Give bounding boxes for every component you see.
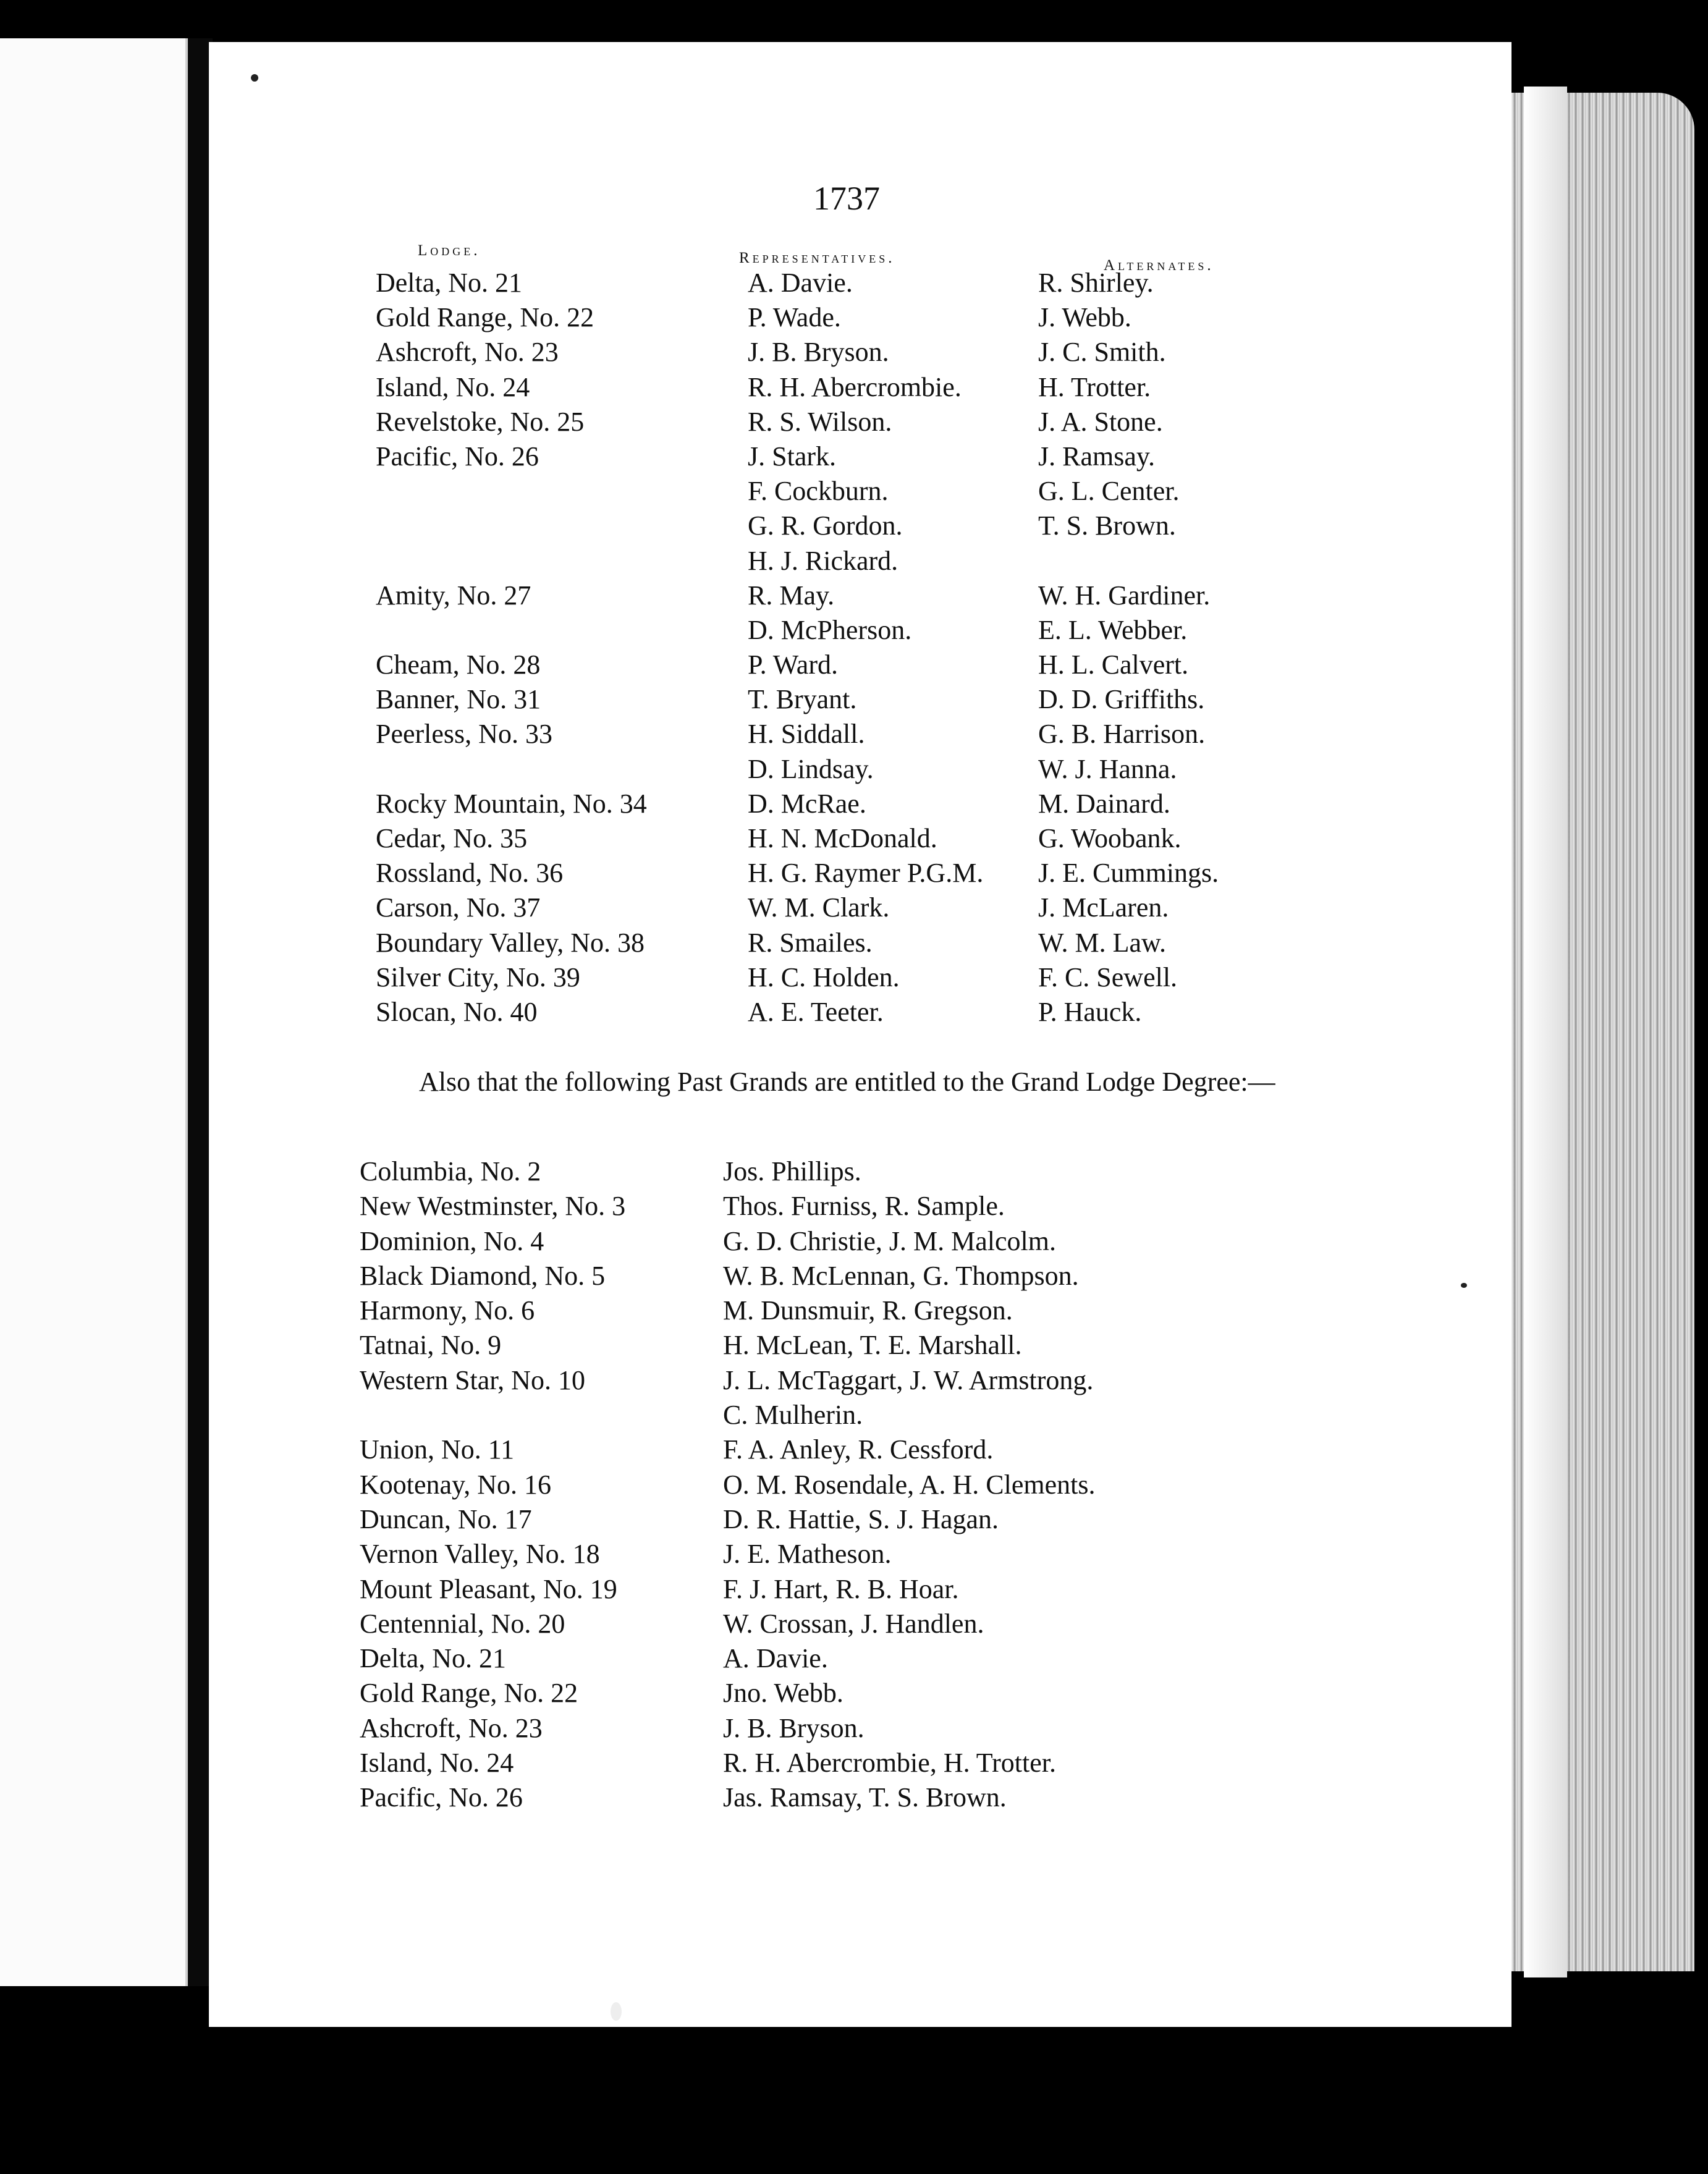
lodge-name: Carson, No. 37	[376, 892, 541, 923]
representative-row	[371, 962, 1310, 996]
page-stack-highlight	[1524, 87, 1567, 1977]
alternate-name: W. J. Hanna.	[1038, 753, 1177, 784]
representative-name: H. N. McDonald.	[748, 823, 937, 853]
representative-name: H. Siddall.	[748, 719, 865, 750]
representative-row	[371, 580, 1310, 614]
representative-row	[371, 545, 1310, 580]
past-grand-row	[360, 1608, 1348, 1643]
representative-row	[371, 649, 1310, 683]
page-number: 1737	[813, 180, 880, 217]
representative-row	[371, 475, 1310, 510]
past-grand-names: H. McLean, T. E. Marshall.	[723, 1330, 1022, 1361]
past-grand-names: W. Crossan, J. Handlen.	[723, 1608, 984, 1639]
lodge-name: Ashcroft, No. 23	[360, 1712, 543, 1743]
past-grand-row	[360, 1329, 1348, 1364]
alternates-column-header: Alternates.	[1104, 257, 1214, 274]
lodge-name: Amity, No. 27	[376, 580, 531, 611]
representative-name: A. Davie.	[748, 268, 853, 298]
alternate-name: J. Webb.	[1038, 302, 1131, 333]
representative-name: F. Cockburn.	[748, 476, 889, 507]
past-grand-row	[360, 1225, 1348, 1260]
alternate-name: H. L. Calvert.	[1038, 649, 1189, 680]
past-grands-table	[360, 1156, 1348, 1817]
alternate-name: G. L. Center.	[1038, 476, 1180, 507]
representative-row	[371, 927, 1310, 962]
alternate-name: M. Dainard.	[1038, 788, 1170, 819]
lodge-name: Rossland, No. 36	[376, 858, 564, 889]
representative-name: R. May.	[748, 580, 835, 611]
lodge-name: Harmony, No. 6	[360, 1295, 535, 1326]
alternate-name: D. D. Griffiths.	[1038, 684, 1205, 715]
past-grand-names: Jas. Ramsay, T. S. Brown.	[723, 1782, 1007, 1813]
alternate-name: P. Hauck.	[1038, 996, 1142, 1027]
past-grand-row	[360, 1643, 1348, 1677]
alternate-name: W. H. Gardiner.	[1038, 580, 1211, 611]
representative-name: T. Bryant.	[748, 684, 857, 715]
lodge-name: Pacific, No. 26	[360, 1782, 523, 1813]
lodge-name: Silver City, No. 39	[376, 962, 580, 992]
past-grand-names: J. E. Matheson.	[723, 1539, 892, 1570]
alternate-name: T. S. Brown.	[1038, 510, 1176, 541]
page-speck	[1461, 1283, 1467, 1288]
representative-name: H. C. Holden.	[748, 962, 900, 992]
representative-row	[371, 683, 1310, 718]
lodge-name: Ashcroft, No. 23	[376, 337, 559, 368]
lodge-name: Columbia, No. 2	[360, 1156, 541, 1186]
lodge-name: Delta, No. 21	[376, 268, 523, 298]
past-grand-names: W. B. McLennan, G. Thompson.	[723, 1260, 1079, 1291]
representative-row	[371, 614, 1310, 649]
past-grand-row	[360, 1677, 1348, 1712]
alternate-name: H. Trotter.	[1038, 371, 1151, 402]
representative-row	[371, 371, 1310, 406]
past-grand-names: M. Dunsmuir, R. Gregson.	[723, 1295, 1013, 1326]
representative-row	[371, 718, 1310, 753]
past-grand-names: Jno. Webb.	[723, 1678, 843, 1709]
past-grand-names: C. Mulherin.	[723, 1400, 863, 1431]
representative-name: W. M. Clark.	[748, 892, 890, 923]
lodge-name: Cheam, No. 28	[376, 649, 541, 680]
representative-name: P. Ward.	[748, 649, 838, 680]
past-grand-row	[360, 1295, 1348, 1329]
lodge-name: Cedar, No. 35	[376, 823, 528, 853]
representatives-column-header: Representatives.	[739, 250, 895, 266]
past-grand-row	[360, 1782, 1348, 1816]
representative-name: R. S. Wilson.	[748, 406, 892, 437]
past-grand-names: A. Davie.	[723, 1643, 828, 1674]
previous-page-edge	[0, 38, 188, 1986]
representative-row	[371, 996, 1310, 1031]
past-grand-row	[360, 1747, 1348, 1782]
past-grand-names: G. D. Christie, J. M. Malcolm.	[723, 1225, 1056, 1256]
representative-row	[371, 406, 1310, 441]
representative-name: H. J. Rickard.	[748, 545, 898, 576]
lodge-name: New Westminster, No. 3	[360, 1191, 626, 1222]
representative-name: G. R. Gordon.	[748, 510, 903, 541]
lodge-name: Boundary Valley, No. 38	[376, 927, 645, 958]
past-grand-names: F. J. Hart, R. B. Hoar.	[723, 1573, 959, 1604]
past-grand-row	[360, 1573, 1348, 1608]
past-grand-names: Thos. Furniss, R. Sample.	[723, 1191, 1005, 1222]
representative-row	[371, 823, 1310, 857]
lodge-name: Duncan, No. 17	[360, 1504, 532, 1534]
past-grand-row	[360, 1538, 1348, 1573]
past-grand-row	[360, 1469, 1348, 1504]
lodge-name: Delta, No. 21	[360, 1643, 507, 1674]
lodge-name: Union, No. 11	[360, 1434, 515, 1465]
alternate-name: G. B. Harrison.	[1038, 719, 1206, 750]
past-grand-names: Jos. Phillips.	[723, 1156, 861, 1186]
page-speck	[611, 2002, 622, 2021]
past-grand-row	[360, 1156, 1348, 1190]
representative-name: P. Wade.	[748, 302, 841, 333]
past-grand-names: J. L. McTaggart, J. W. Armstrong.	[723, 1364, 1094, 1395]
alternate-name: J. A. Stone.	[1038, 406, 1163, 437]
representative-row	[371, 857, 1310, 892]
lodge-name: Western Star, No. 10	[360, 1364, 585, 1395]
representative-row	[371, 753, 1310, 788]
lodge-name: Vernon Valley, No. 18	[360, 1539, 600, 1570]
representative-row	[371, 510, 1310, 544]
representative-name: R. H. Abercrombie.	[748, 371, 962, 402]
representative-name: D. McRae.	[748, 788, 866, 819]
lodge-name: Peerless, No. 33	[376, 719, 552, 750]
alternate-name: F. C. Sewell.	[1038, 962, 1178, 992]
representative-row	[371, 336, 1310, 371]
past-grand-row	[360, 1712, 1348, 1747]
past-grand-names: J. B. Bryson.	[723, 1712, 865, 1743]
past-grand-row	[360, 1504, 1348, 1538]
lodge-name: Island, No. 24	[360, 1748, 514, 1779]
lodge-name: Island, No. 24	[376, 371, 530, 402]
past-grand-names: F. A. Anley, R. Cessford.	[723, 1434, 994, 1465]
past-grand-row	[360, 1190, 1348, 1225]
alternate-name: E. L. Webber.	[1038, 614, 1188, 645]
past-grand-row	[360, 1399, 1348, 1434]
lodge-name: Banner, No. 31	[376, 684, 541, 715]
lodge-name: Dominion, No. 4	[360, 1225, 544, 1256]
lodge-name: Rocky Mountain, No. 34	[376, 788, 647, 819]
lodge-name: Mount Pleasant, No. 19	[360, 1573, 617, 1604]
lodge-name: Black Diamond, No. 5	[360, 1260, 606, 1291]
page-speck	[251, 74, 258, 82]
representative-name: D. Lindsay.	[748, 753, 874, 784]
alternate-name: J. E. Cummings.	[1038, 858, 1219, 889]
representative-name: R. Smailes.	[748, 927, 873, 958]
past-grands-paragraph: Also that the following Past Grands are entitled to the Grand Lodge Degree:—	[419, 1067, 1275, 1097]
lodge-name: Kootenay, No. 16	[360, 1469, 551, 1500]
representative-name: H. G. Raymer P.G.M.	[748, 858, 984, 889]
representative-row	[371, 788, 1310, 823]
past-grand-names: R. H. Abercrombie, H. Trotter.	[723, 1748, 1056, 1779]
past-grand-row	[360, 1434, 1348, 1468]
past-grand-names: O. M. Rosendale, A. H. Clements.	[723, 1469, 1096, 1500]
alternate-name: G. Woobank.	[1038, 823, 1182, 853]
representative-row	[371, 441, 1310, 475]
lodge-name: Tatnai, No. 9	[360, 1330, 502, 1361]
past-grand-row	[360, 1364, 1348, 1399]
lodge-name: Centennial, No. 20	[360, 1608, 565, 1639]
lodge-name: Slocan, No. 40	[376, 996, 538, 1027]
lodge-column-header: Lodge.	[418, 242, 481, 259]
lodge-name: Gold Range, No. 22	[376, 302, 594, 333]
representative-name: D. McPherson.	[748, 614, 912, 645]
lodge-name: Gold Range, No. 22	[360, 1678, 578, 1709]
representative-row	[371, 267, 1310, 302]
representative-row	[371, 892, 1310, 926]
alternate-name: J. McLaren.	[1038, 892, 1169, 923]
representative-name: J. Stark.	[748, 441, 836, 472]
representative-name: J. B. Bryson.	[748, 337, 889, 368]
alternate-name: J. Ramsay.	[1038, 441, 1156, 472]
representative-name: A. E. Teeter.	[748, 996, 884, 1027]
representatives-table	[371, 267, 1310, 1031]
lodge-name: Pacific, No. 26	[376, 441, 539, 472]
representative-row	[371, 302, 1310, 336]
past-grand-names: D. R. Hattie, S. J. Hagan.	[723, 1504, 999, 1534]
alternate-name: W. M. Law.	[1038, 927, 1166, 958]
alternate-name: R. Shirley.	[1038, 268, 1154, 298]
past-grand-row	[360, 1260, 1348, 1295]
lodge-name: Revelstoke, No. 25	[376, 406, 585, 437]
alternate-name: J. C. Smith.	[1038, 337, 1166, 368]
